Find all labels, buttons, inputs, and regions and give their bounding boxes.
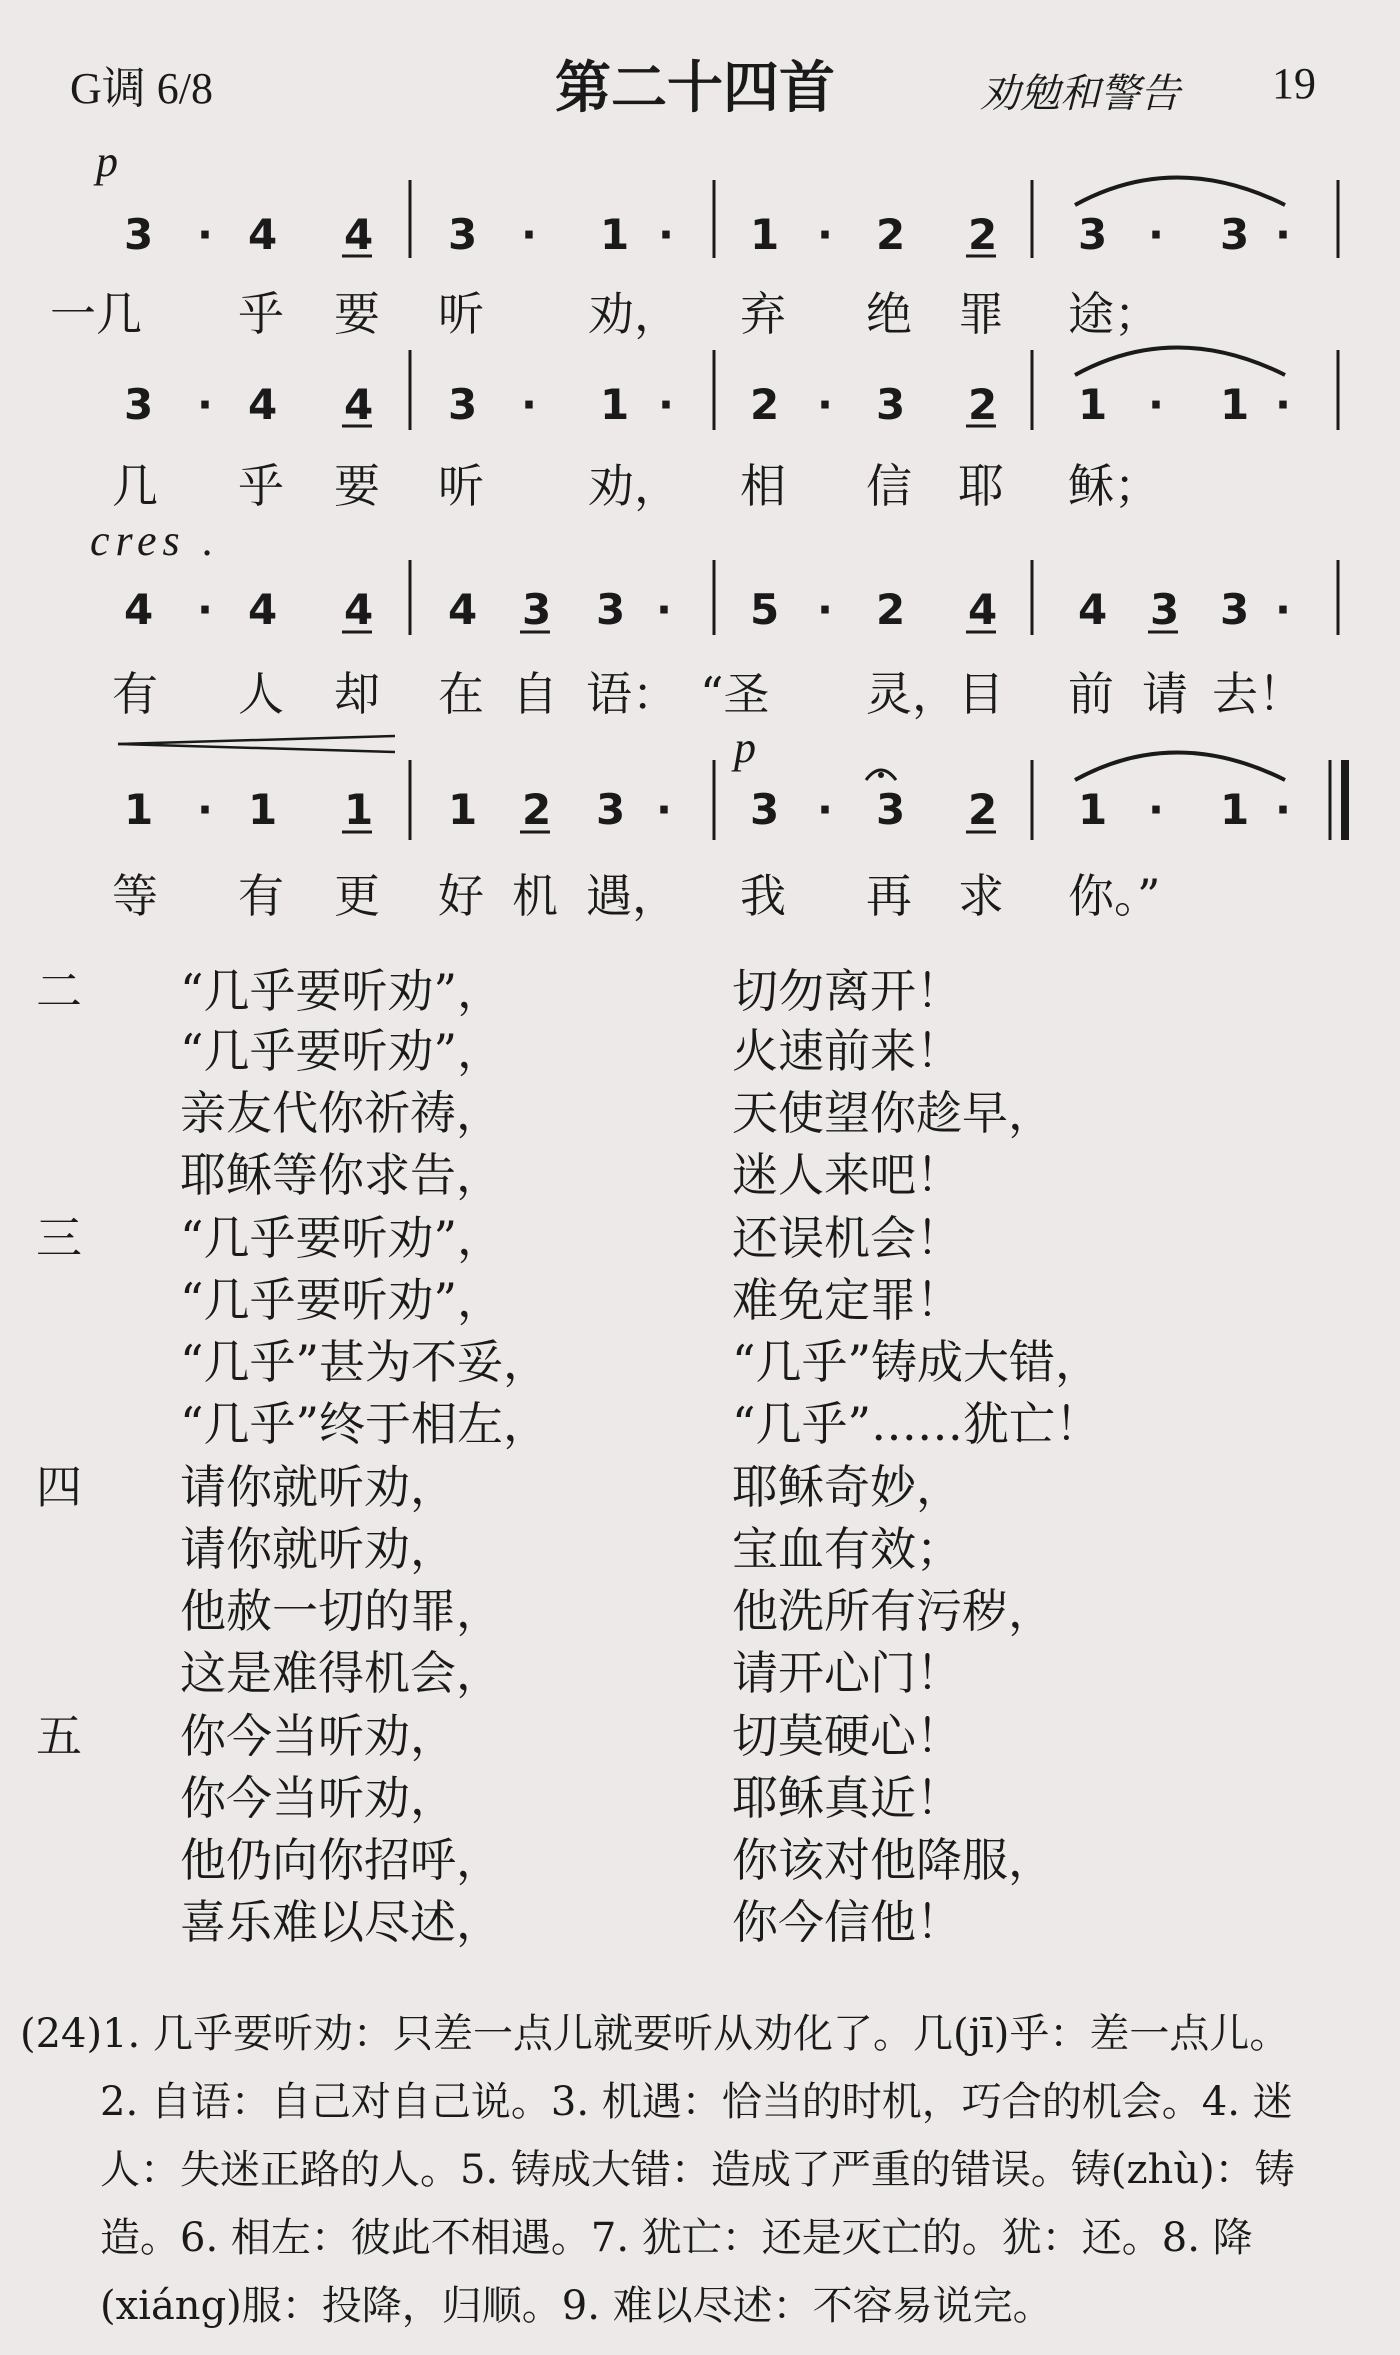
lyric-word: 听 (438, 459, 484, 513)
lyric-word: 我 (740, 869, 786, 923)
lyric-word: 在 (438, 667, 484, 721)
tie-slur (1075, 348, 1285, 376)
note: 4 (248, 210, 278, 259)
lyric-word: “圣 (700, 667, 770, 721)
verse-line: 他赦一切的罪， (180, 1584, 502, 1638)
note: 2 (750, 380, 780, 429)
verse-line: 火速前来！ (732, 1024, 962, 1078)
note: 1 (1220, 785, 1250, 834)
note: 1 (600, 210, 630, 259)
note: 4 (124, 585, 154, 634)
lyric-word: 弃 (740, 287, 786, 341)
verse-line: 切勿离开！ (732, 964, 962, 1018)
lyric-word: 目 (958, 667, 1004, 721)
note: 2 (968, 210, 998, 259)
section-subtitle: 劝勉和警告 (980, 71, 1180, 117)
verse-line: 喜乐难以尽述， (180, 1895, 502, 1949)
note: 1 (750, 210, 780, 259)
verse-line: 他洗所有污秽， (732, 1584, 1054, 1638)
note-dot: · (521, 380, 537, 429)
note-dot: · (656, 785, 672, 834)
note-dot: · (197, 210, 213, 259)
verse-line: 亲友代你祈祷， (180, 1086, 502, 1140)
lyric-word: 罪 (958, 287, 1004, 341)
lyric-word: 等 (112, 869, 158, 923)
lyric-word: 绝 (866, 287, 912, 341)
note-dot: · (817, 585, 833, 634)
note: 4 (1078, 585, 1108, 634)
note: 1 (124, 785, 154, 834)
note: 1 (248, 785, 278, 834)
verse-line: 你该对他降服， (732, 1833, 1054, 1887)
note: 3 (596, 785, 626, 834)
note: 2 (876, 585, 906, 634)
verse-line: “几乎要听劝”， (180, 1211, 504, 1265)
note: 1 (600, 380, 630, 429)
lyric-word: 劝， (588, 459, 680, 513)
lyric-word: 要 (334, 459, 380, 513)
lyric-word: 去！ (1212, 667, 1304, 721)
lyric-word: 自 (512, 667, 558, 721)
tie-slur (1075, 753, 1285, 781)
verse-line: 这是难得机会， (180, 1646, 502, 1700)
lyric-word: 更 (334, 869, 380, 923)
note-dot: · (817, 380, 833, 429)
note: 2 (522, 785, 552, 834)
lyric-word: 一几 (50, 287, 142, 341)
fermata-dot (878, 772, 884, 778)
note: 4 (344, 380, 374, 429)
lyric-word: 好 (438, 869, 484, 923)
note-dot: · (1275, 210, 1291, 259)
crescendo-hairpin-lower (118, 744, 395, 752)
verse-number: 五 (36, 1709, 82, 1763)
verse-line: “几乎”甚为不妥， (180, 1335, 550, 1389)
key-signature: G调 6/8 (70, 64, 213, 113)
note: 4 (344, 210, 374, 259)
note-dot: · (658, 380, 674, 429)
lyric-word: 乎 (238, 459, 284, 513)
lyric-word: 求 (958, 869, 1004, 923)
note: 1 (448, 785, 478, 834)
dynamic-piano: p (96, 137, 118, 186)
verse-line: “几乎要听劝”， (180, 964, 504, 1018)
note: 4 (248, 380, 278, 429)
verse-number: 二 (36, 964, 82, 1018)
note: 3 (1150, 585, 1180, 634)
lyric-word: 请 (1142, 667, 1188, 721)
lyric-word: 却 (334, 667, 380, 721)
verse-number: 四 (36, 1460, 82, 1514)
page-number: 19 (1272, 59, 1316, 108)
note: 2 (968, 380, 998, 429)
footnote-line: (xiáng)服：投降，归顺。9. 难以尽述：不容易说完。 (100, 2283, 1053, 2329)
note-dot: · (1148, 210, 1164, 259)
verse-line: “几乎”终于相左， (180, 1397, 550, 1451)
verse-line: “几乎要听劝”， (180, 1024, 504, 1078)
note: 3 (448, 380, 478, 429)
verse-line: “几乎要听劝”， (180, 1273, 504, 1327)
footnote-line: 人：失迷正路的人。5. 铸成大错：造成了严重的错误。铸(zhù)：铸 (100, 2147, 1295, 2193)
lyric-word: 人 (238, 667, 284, 721)
lyric-word: 有 (112, 667, 158, 721)
verse-line: “几乎”铸成大错， (732, 1335, 1102, 1389)
lyric-word: 有 (238, 869, 284, 923)
note: 3 (876, 380, 906, 429)
note-dot: · (197, 380, 213, 429)
verse-line: 耶稣奇妙， (732, 1460, 962, 1514)
note: 1 (1220, 380, 1250, 429)
note: 2 (968, 785, 998, 834)
verse-line: 他仍向你招呼， (180, 1833, 502, 1887)
lyric-word: 前 (1068, 667, 1114, 721)
note-dot: · (197, 585, 213, 634)
note: 3 (1220, 210, 1250, 259)
note-dot: · (1275, 785, 1291, 834)
note-dot: · (1148, 380, 1164, 429)
verse-line: 耶稣等你求告， (180, 1148, 502, 1202)
note-dot: · (521, 210, 537, 259)
lyric-word: 稣； (1068, 459, 1160, 513)
note: 3 (596, 585, 626, 634)
note-dot: · (1275, 380, 1291, 429)
verse-line: 你今信他！ (732, 1895, 962, 1949)
lyric-word: 几 (112, 459, 158, 513)
note-dot: · (1148, 785, 1164, 834)
lyric-word: 信 (866, 459, 912, 513)
lyric-word: 途； (1068, 287, 1160, 341)
note-dot: · (656, 585, 672, 634)
note: 3 (124, 380, 154, 429)
note: 4 (248, 585, 278, 634)
note: 4 (968, 585, 998, 634)
note-dot: · (1275, 585, 1291, 634)
lyric-word: 遇， (586, 869, 678, 923)
note: 3 (448, 210, 478, 259)
lyric-word: 听 (438, 287, 484, 341)
lyric-word: 机 (512, 869, 558, 923)
lyric-word: 灵， (866, 667, 958, 721)
verse-line: 耶稣真近！ (732, 1771, 962, 1825)
note: 3 (522, 585, 552, 634)
note-dot: · (197, 785, 213, 834)
footnote-line: 2. 自语：自己对自己说。3. 机遇：恰当的时机，巧合的机会。4. 迷 (100, 2079, 1293, 2125)
verse-line: 请你就听劝， (180, 1460, 456, 1514)
note: 1 (344, 785, 374, 834)
note: 1 (1078, 380, 1108, 429)
note: 3 (124, 210, 154, 259)
tie-slur (1075, 178, 1285, 206)
note: 3 (876, 785, 906, 834)
lyric-word: 相 (740, 459, 786, 513)
verse-line: 迷人来吧！ (732, 1148, 962, 1202)
verse-line: 切莫硬心！ (732, 1709, 962, 1763)
note-dot: · (817, 785, 833, 834)
lyric-word: 要 (334, 287, 380, 341)
verse-line: 你今当听劝， (180, 1771, 456, 1825)
note-dot: · (658, 210, 674, 259)
verse-line: 请你就听劝， (180, 1522, 456, 1576)
verse-line: 你今当听劝， (180, 1709, 456, 1763)
footnote-line: 造。6. 相左：彼此不相遇。7. 犹亡：还是灭亡的。犹：还。8. 降 (100, 2215, 1253, 2261)
verse-line: 难免定罪！ (732, 1273, 962, 1327)
note: 3 (1078, 210, 1108, 259)
lyric-word: 再 (866, 869, 912, 923)
note: 4 (344, 585, 374, 634)
note: 3 (1220, 585, 1250, 634)
note: 4 (448, 585, 478, 634)
note: 5 (750, 585, 780, 634)
note-dot: · (817, 210, 833, 259)
lyric-word: 劝， (588, 287, 680, 341)
verse-line: 宝血有效； (732, 1522, 962, 1576)
verse-line: 还误机会！ (732, 1211, 962, 1265)
verse-line: 请开心门！ (732, 1646, 962, 1700)
dynamic-piano-2: p (734, 723, 756, 772)
lyric-word: 你。” (1068, 869, 1161, 923)
dynamic-crescendo: cres . (90, 516, 220, 565)
lyric-word: 语： (586, 667, 678, 721)
page-title: 第二十四首 (555, 56, 835, 121)
note: 1 (1078, 785, 1108, 834)
verse-number: 三 (36, 1211, 82, 1265)
verse-line: “几乎”……犹亡！ (732, 1397, 1102, 1451)
note: 3 (750, 785, 780, 834)
verse-line: 天使望你趁早， (732, 1086, 1054, 1140)
note: 2 (876, 210, 906, 259)
crescendo-hairpin-upper (118, 736, 395, 744)
lyric-word: 耶 (958, 459, 1004, 513)
footnote-line: (24)1. 几乎要听劝：只差一点儿就要听从劝化了。几(jī)乎：差一点儿。 (20, 2011, 1290, 2057)
lyric-word: 乎 (238, 287, 284, 341)
